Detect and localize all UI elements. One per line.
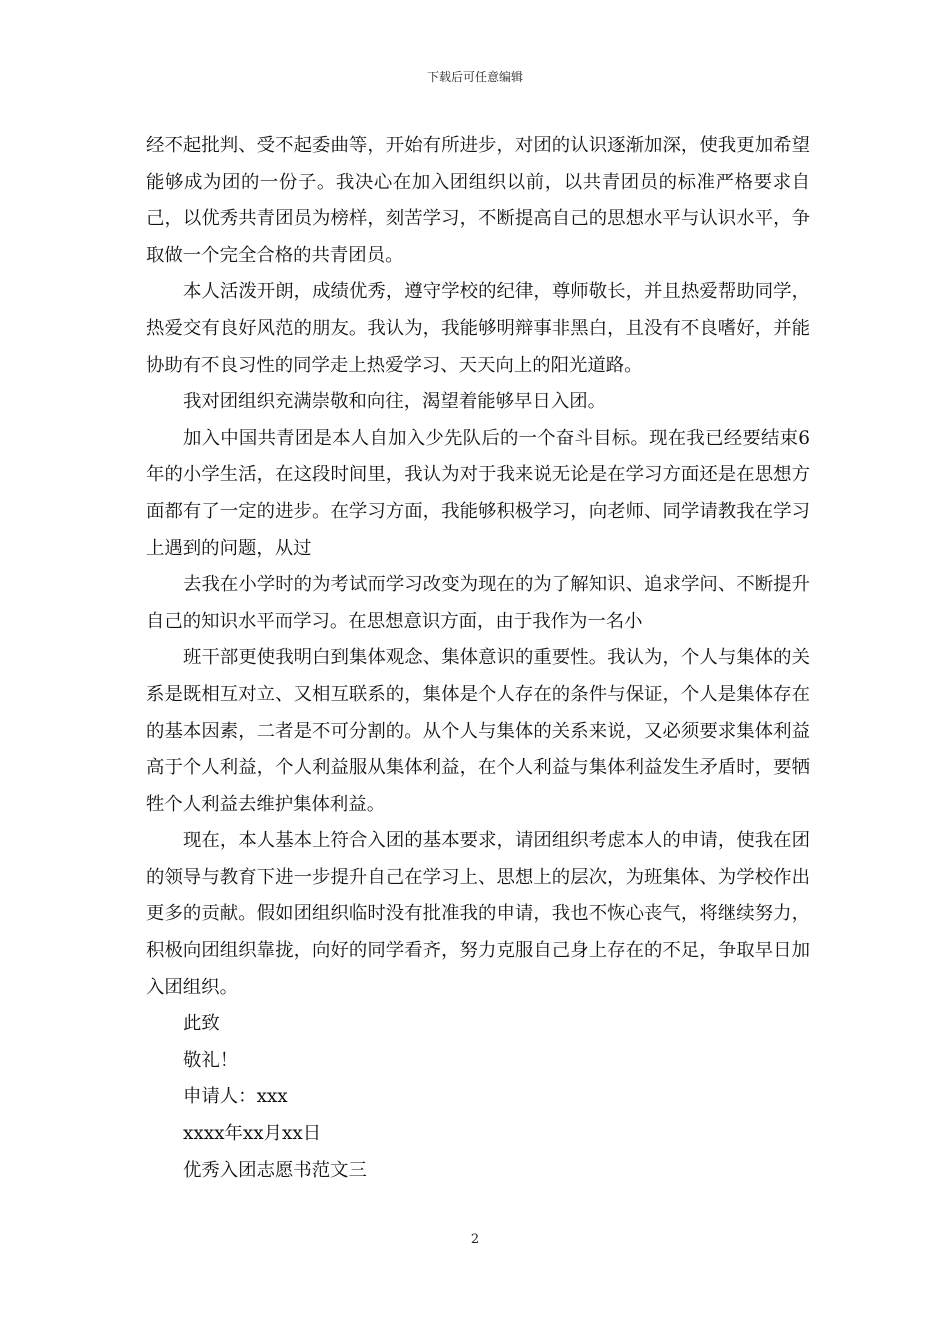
- paragraph-2: 本人活泼开朗，成绩优秀，遵守学校的纪律，尊师敬长，并且热爱帮助同学，热爱交有良好风范的朋友。我认为，我能够明辩事非黑白，且没有不良嗜好，并能协助有不良习性的同学走上热爱学习、天天向上的阳光道路。: [146, 281, 810, 376]
- page-number: 2: [470, 1232, 480, 1247]
- paragraph-4: 加入中国共青团是本人自加入少先队后的一个奋斗目标。现在我已经要结束6年的小学生活，在这段时间里，我认为对于我来说无论是在学习方面还是在思想方面都有了一定的进步。在学习方面，我能够积极学习，向老师、同学请教我在学习上遇到的问题，从过: [146, 427, 810, 559]
- paragraph-7: 现在，本人基本上符合入团的基本要求，请团组织考虑本人的申请，使我在团的领导与教育下进一步提升自己在学习上、思想上的层次，为班集体、为学校作出更多的贡献。假如团组织临时没有批准我的申请，我也不恢心丧气，将继续努力，积极向团组织靠拢，向好的同学看齐，努力克服自己身上存在的不足，争取早日加入团组织。: [146, 830, 810, 998]
- applicant-line: 申请人：xxx: [183, 1086, 288, 1108]
- paragraph-6: 班干部更使我明白到集体观念、集体意识的重要性。我认为，个人与集体的关系是既相互对立、又相互联系的，集体是个人存在的条件与保证，个人是集体存在的基本因素，二者是不可分割的。从个人与集体的关系来说，又必须要求集体利益高于个人利益，个人利益服从集体利益，在个人利益与集体利益发生矛盾时，要牺牲个人利益去维护集体利益。: [146, 647, 810, 815]
- salutation-line-1: 此致: [183, 1013, 220, 1035]
- paragraph-3: 我对团组织充满崇敬和向往，渴望着能够早日入团。: [183, 391, 606, 413]
- page-header: 下载后可任意编辑: [426, 70, 523, 84]
- paragraph-1: 经不起批判、受不起委曲等，开始有所进步，对团的认识逐渐加深，使我更加希望能够成为团的一份子。我决心在加入团组织以前，以共青团员的标准严格要求自己，以优秀共青团员为榜样，刻苦学习，不断提高自己的思想水平与认识水平，争取做一个完全合格的共青团员。: [146, 135, 810, 266]
- date-line: xxxx年xx月xx日: [183, 1123, 322, 1145]
- salutation-line-2: 敬礼！: [183, 1049, 239, 1071]
- next-section-title: 优秀入团志愿书范文三: [183, 1159, 367, 1181]
- paragraph-5: 去我在小学时的为考试而学习改变为现在的为了解知识、追求学问、不断提升自己的知识水平而学习。在思想意识方面，由于我作为一名小: [146, 574, 810, 632]
- document-body: [146, 128, 810, 1189]
